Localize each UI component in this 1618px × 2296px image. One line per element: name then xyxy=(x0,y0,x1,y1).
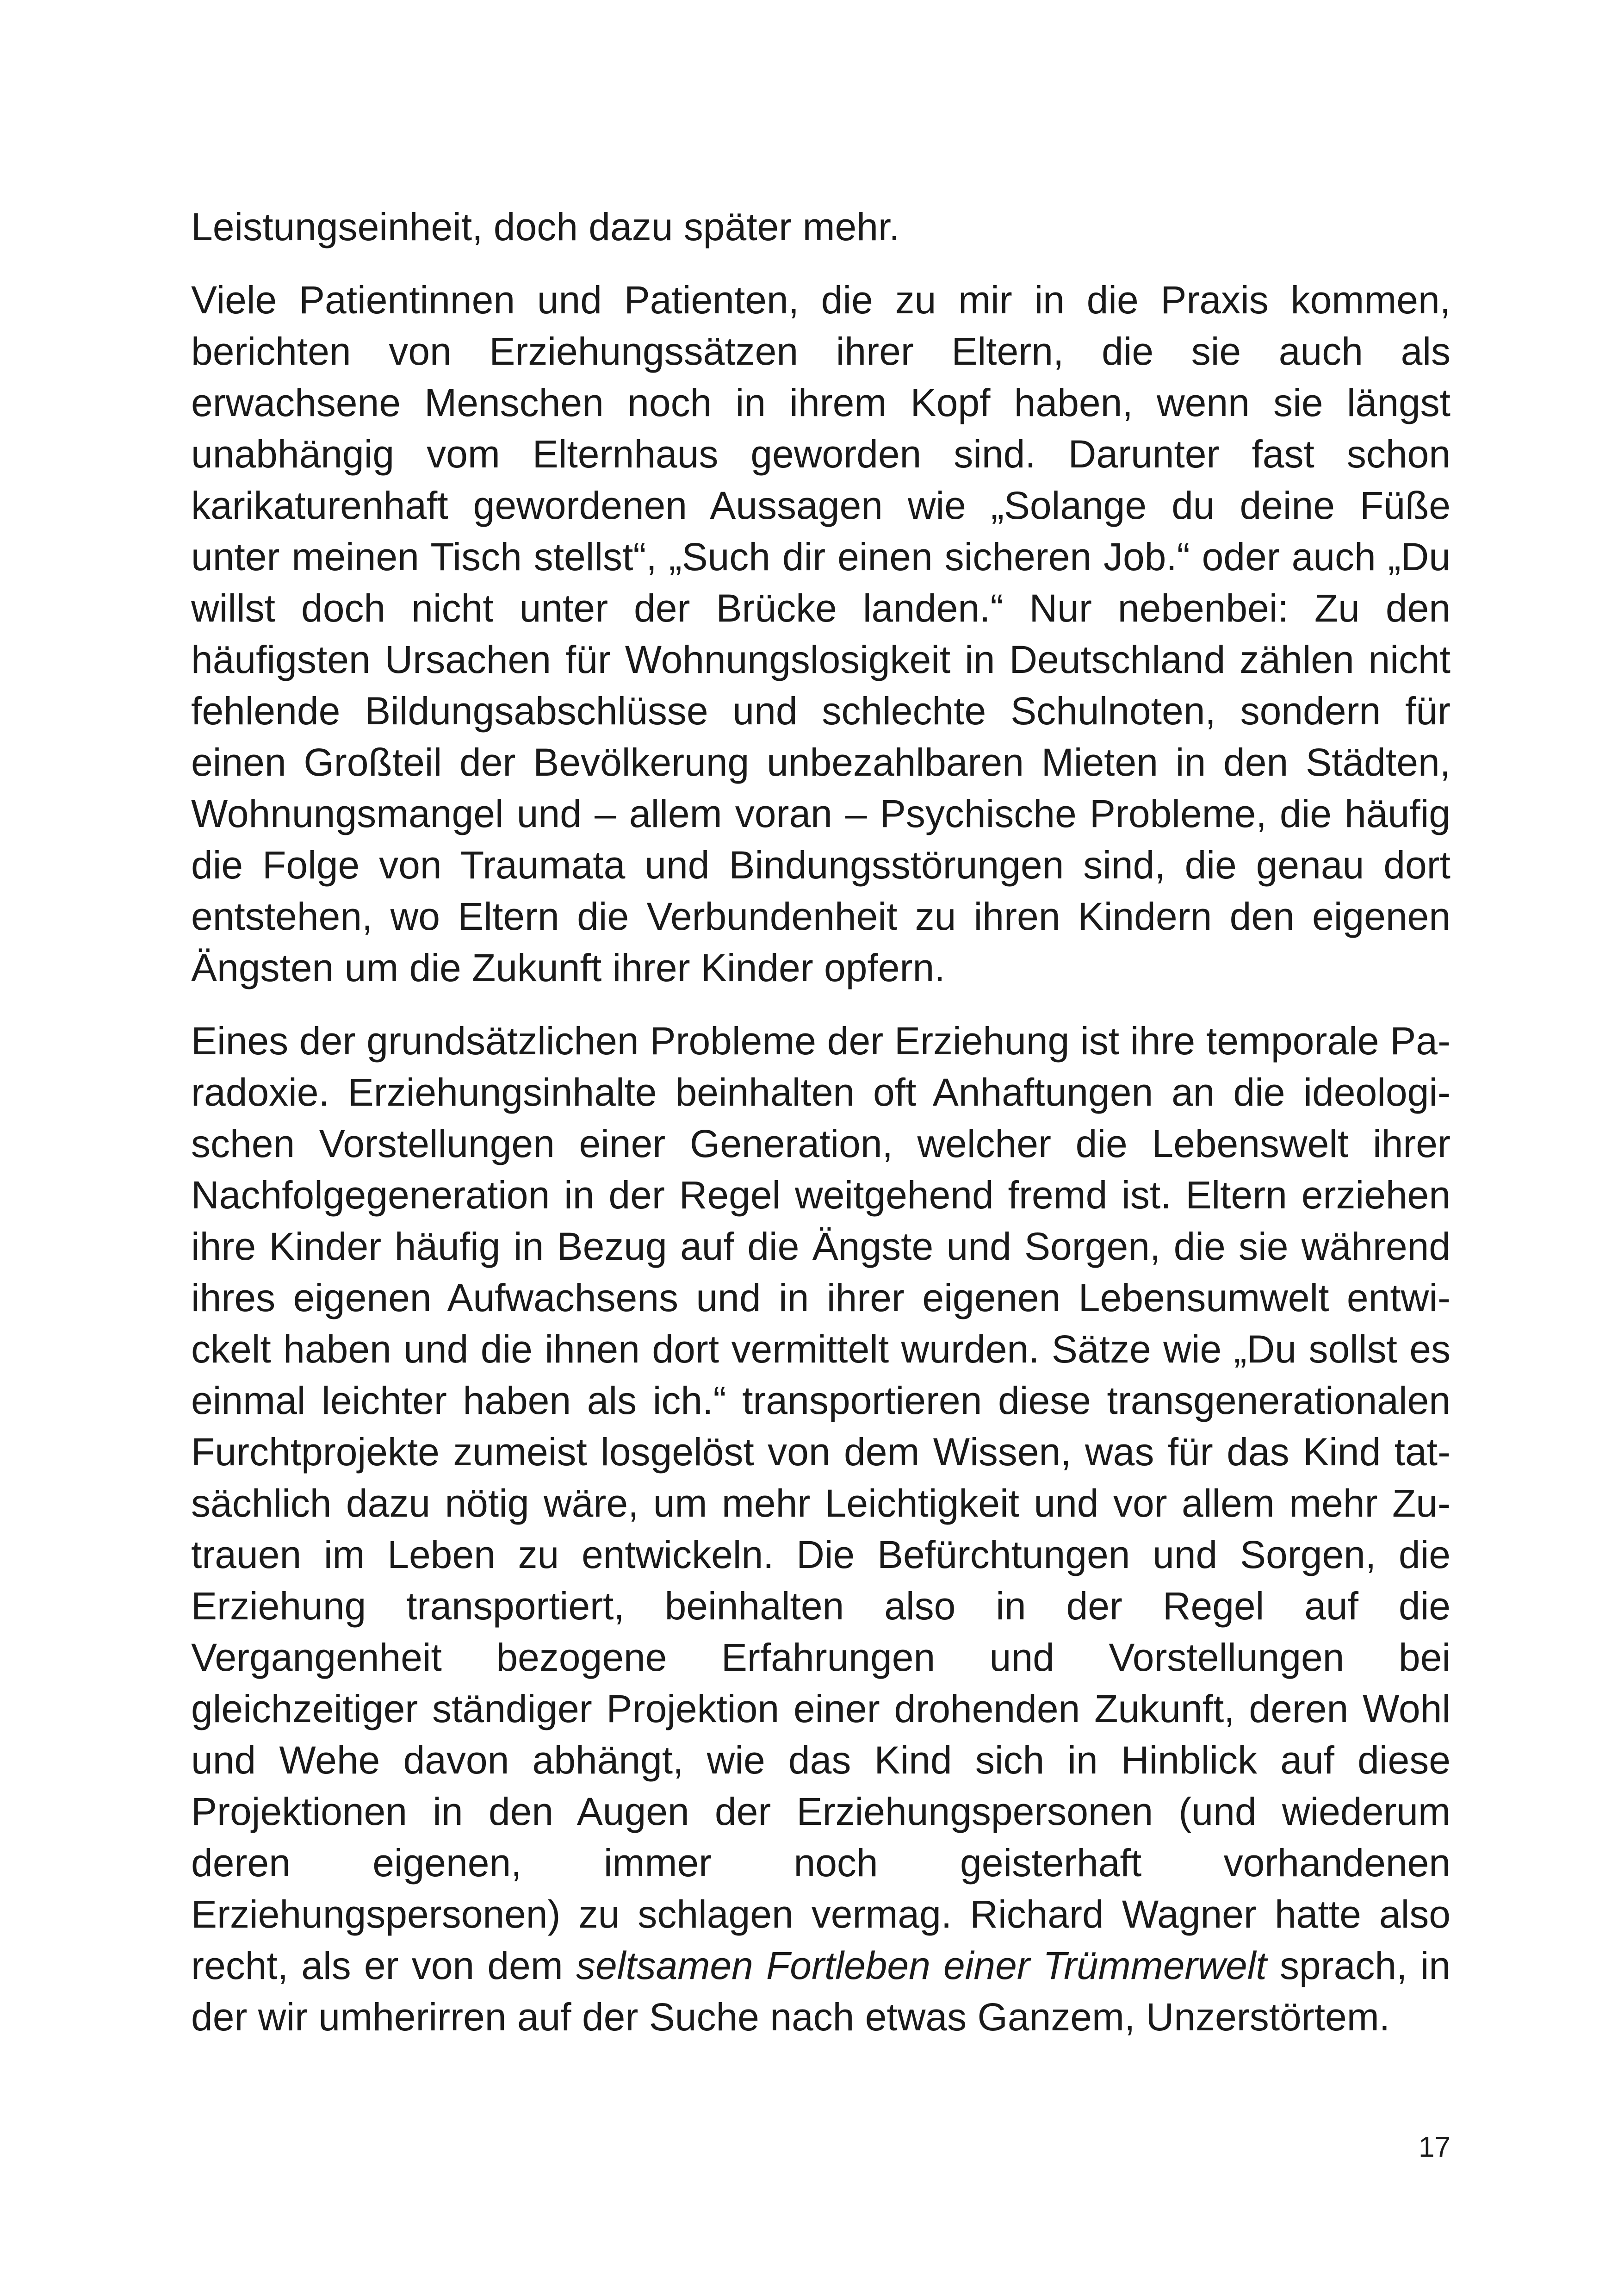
paragraph-3-text-a: Eines der grundsätzlichen Probleme der Erziehung ist ihre temporale Paradoxie. Erziehungsinhalte beinhalten oft Anhaftungen an die ideologischen Vorstellungen einer Generation, welcher die Lebenswelt ihrer Nachfolgegeneration in der Regel weitgehend fremd ist. Eltern erziehen ihre Kinder häufig in Bezug auf die Ängste und Sorgen, die sie während ihres eigenen Aufwachsens und in ihrer eigenen Lebensumwelt entwickelt haben und die ihnen dort vermittelt wurden. Sätze wie „Du sollst es einmal leichter haben als ich.“ transportieren diese transgenerationalen Furchtprojekte zumeist losgelöst von dem Wissen, was für das Kind tatsächlich dazu nötig wäre, um mehr Leichtigkeit und vor allem mehr Zutrauen im Leben zu entwickeln. Die Befürchtungen und Sorgen, die Erziehung transportiert, beinhalten also in der Regel auf die Vergangenheit bezogene Erfahrungen und Vorstellungen bei gleichzeitiger ständiger Projektion einer drohenden Zukunft, deren Wohl und Wehe davon abhängt, wie das Kind sich in Hinblick auf diese Projektionen in den Augen der Erziehungspersonen (und wiederum deren eigenen, immer noch geisterhaft vorhandenen Erziehungspersonen) zu schlagen vermag. Richard Wagner hatte also recht, als er von dem xyxy=(191,1019,1451,1987)
italic-quote: seltsamen Fortleben einer Trümmerwelt xyxy=(576,1944,1267,1987)
page-number: 17 xyxy=(1419,2131,1451,2163)
paragraph-3 xyxy=(191,1015,1451,2043)
paragraph-1: Leistungseinheit, doch dazu später mehr. xyxy=(191,205,900,249)
paragraph-3-text-b: sprach, in der wir umherirren auf der Suche nach etwas Ganzem, Unzerstörtem. xyxy=(191,1944,1451,2039)
paragraph-2: Viele Patientinnen und Patienten, die zu mir in die Praxis kommen, berichten von Erziehungssätzen ihrer Eltern, die sie auch als erwachsene Menschen noch in ihrem Kopf haben, wenn sie längst unabhängig vom Elternhaus geworden sind. Darunter fast schon karikaturenhaft gewordenen Aussagen wie „Solange du deine Füße unter meinen Tisch stellst“, „Such dir einen sicheren Job.“ oder auch „Du willst doch nicht unter der Brücke landen.“ Nur nebenbei: Zu den häufigsten Ursachen für Wohnungslosigkeit in Deutschland zählen nicht fehlende Bildungsabschlüsse und schlechte Schulnoten, sondern für einen Großteil der Bevölkerung unbezahlbaren Mieten in den Städten, Wohnungsmangel und – allem voran – Psychische Probleme, die häufig die Folge von Traumata und Bindungsstörungen sind, die genau dort entstehen, wo Eltern die Verbundenheit zu ihren Kindern den eigenen Ängsten um die Zukunft ihrer Kinder opfern. xyxy=(191,278,1451,989)
body-text xyxy=(191,201,1451,2065)
